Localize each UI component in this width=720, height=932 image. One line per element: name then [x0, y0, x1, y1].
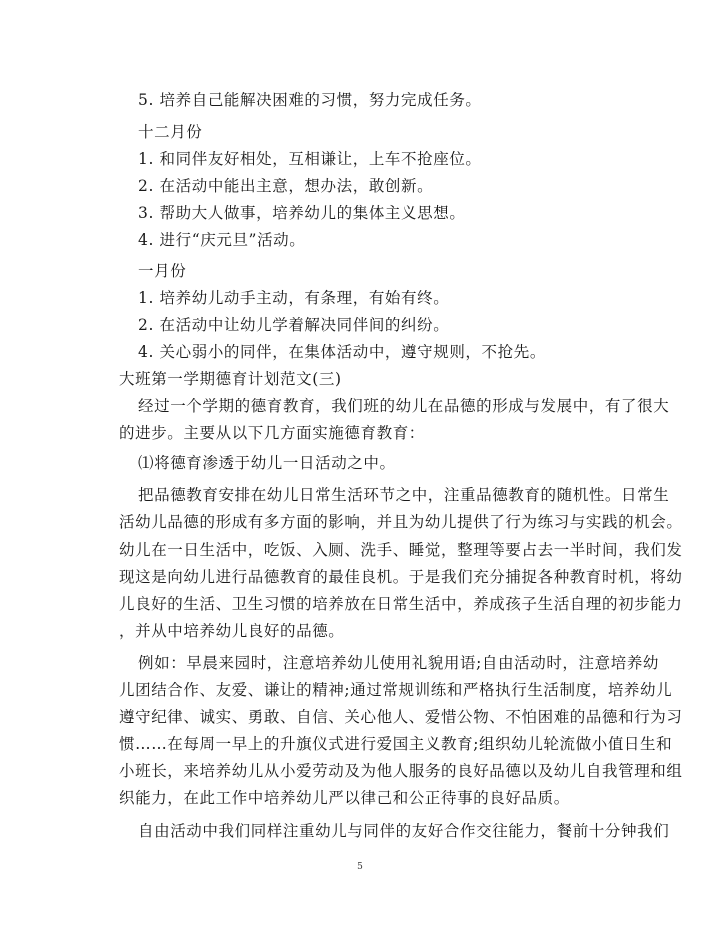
- text-line: 5. 培养自己能解决困难的习惯，努力完成任务。: [138, 91, 482, 109]
- section-heading: 十二月份: [138, 123, 203, 141]
- text-line: 幼儿在一日生活中，吃饭、入厕、洗手、睡觉，整理等要占去一半时间，我们发: [119, 541, 683, 559]
- text-line: 1. 培养幼儿动手主动，有条理，有始有终。: [138, 289, 450, 307]
- text-line: 3. 帮助大人做事，培养幼儿的集体主义思想。: [138, 204, 466, 222]
- text-line: 惯……在每周一早上的升旗仪式进行爱国主义教育;组织幼儿轮流做小值日生和: [119, 735, 673, 753]
- text-line: 4. 进行“庆元旦”活动。: [138, 231, 306, 249]
- text-line: 自由活动中我们同样注重幼儿与同伴的友好合作交往能力，餐前十分钟我们: [138, 822, 670, 840]
- text-line: 小班长，来培养幼儿从小爱劳动及为他人服务的良好品德以及幼儿自我管理和组: [119, 762, 683, 780]
- text-line: 的进步。主要从以下几方面实施德育教育：: [119, 424, 425, 442]
- text-line: ，并从中培养幼儿良好的品德。: [119, 622, 345, 640]
- text-line: 儿良好的生活、卫生习惯的培养放在日常生活中，养成孩子生活自理的初步能力: [119, 595, 683, 613]
- text-line: 1. 和同伴友好相处，互相谦让，上车不抢座位。: [138, 150, 482, 168]
- text-line: 2. 在活动中让幼儿学着解决同伴间的纠纷。: [138, 316, 450, 334]
- text-line: 把品德教育安排在幼儿日常生活环节之中，注重品德教育的随机性。日常生: [138, 486, 670, 504]
- text-line: 例如：早晨来园时，注意培养幼儿使用礼貌用语;自由活动时，注意培养幼: [138, 654, 660, 672]
- page-number: 5: [357, 862, 363, 872]
- text-line: 遵守纪律、诚实、勇敢、自信、关心他人、爱惜公物、不怕困难的品德和行为习: [119, 708, 683, 726]
- text-line: 现这是向幼儿进行品德教育的最佳良机。于是我们充分捕捉各种教育时机，将幼: [119, 568, 683, 586]
- text-line: 活幼儿品德的形成有多方面的影响，并且为幼儿提供了行为练习与实践的机会。: [119, 513, 683, 531]
- text-line: 4. 关心弱小的同伴，在集体活动中，遵守规则，不抢先。: [138, 343, 546, 361]
- subheading: ⑴将德育渗透于幼儿一日活动之中。: [138, 454, 396, 472]
- text-line: 经过一个学期的德育教育，我们班的幼儿在品德的形成与发展中，有了很大: [138, 397, 670, 415]
- section-heading: 一月份: [138, 262, 187, 280]
- text-line: 2. 在活动中能出主意，想办法，敢创新。: [138, 177, 434, 195]
- text-line: 儿团结合作、友爱、谦让的精神;通过常规训练和严格执行生活制度，培养幼儿: [119, 681, 673, 699]
- section-title: 大班第一学期德育计划范文(三): [119, 370, 342, 388]
- text-line: 织能力，在此工作中培养幼儿严以律己和公正待事的良好品质。: [119, 789, 570, 807]
